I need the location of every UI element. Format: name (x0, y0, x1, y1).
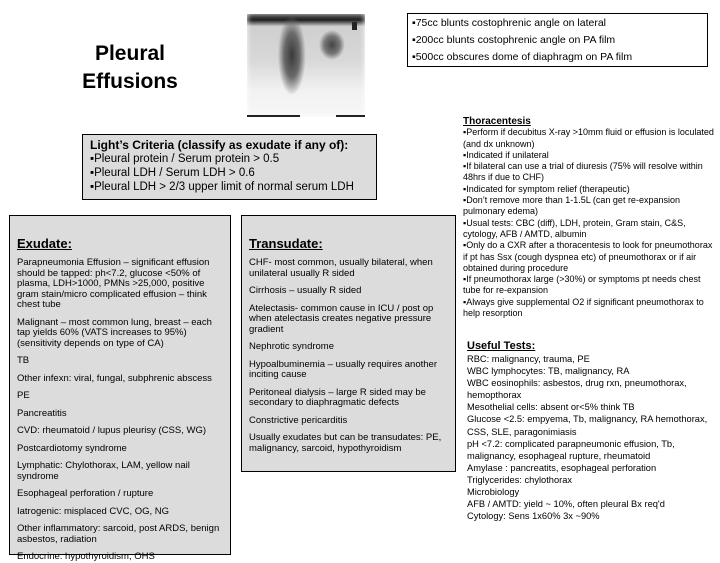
exudate-item: Other infexn: viral, fungal, subphrenic abscess (17, 372, 212, 384)
criteria-item: ▪Pleural LDH > 2/3 upper limit of normal serum LDH (90, 181, 354, 193)
criteria-item: ▪Pleural LDH / Serum LDH > 0.6 (90, 167, 255, 179)
volume-item: ▪200cc blunts costophrenic angle on PA film (412, 34, 616, 46)
title-line-2: Effusions (82, 70, 178, 93)
thoracentesis-item: ▪Only do a CXR after a thoracentesis to look for pneumothorax if pt has Ssx (cough dyspnea etc) of pneumothorax or if air obtained during procedure (463, 240, 713, 273)
thoracentesis-item: ▪Don’t remove more than 1-1.5L (can get re-expansion pulmonary edema) (463, 195, 680, 217)
criteria-item: ▪Pleural protein / Serum protein > 0.5 (90, 153, 280, 165)
chest-xray-image (247, 14, 365, 117)
exudate-item: Parapneumonia Effusion – significant effusion should be tapped: ph<7.2, glucose <50% of plasma, LDH>1000, PMNs >25,000, positive gram stain/micro complicated effusion – think chest tube (17, 257, 210, 310)
transudate-item: Cirrhosis – usually R sided (249, 285, 362, 296)
thoracentesis-item: ▪If pneumothorax large (>30%) or symptoms pt needs chest tube for re-expansion (463, 274, 701, 296)
exudate-heading: Exudate: (17, 236, 72, 251)
exudate-item: PE (17, 390, 30, 401)
exudate-item: Esophageal perforation / rupture (17, 488, 154, 499)
transudate-item: Usually exudates but can be transudates: PE, malignancy, sarcoid, hypothyroidism (249, 432, 442, 454)
thoracentesis-item: ▪Indicated if unilateral (463, 149, 549, 160)
useful-test-item: Microbiology (467, 487, 520, 498)
transudate-item: CHF- most common, usually bilateral, when unilateral usually R sided (249, 257, 433, 279)
xray-edge (247, 115, 300, 117)
exudate-item: Other inflammatory: sarcoid, post ARDS, benign asbestos, radiation (17, 523, 220, 545)
exudate-item: Iatrogenic: misplaced CVC, OG, NG (17, 505, 170, 517)
exudate-item: TB (17, 355, 30, 366)
exudate-item: CVD: rheumatoid / lupus pleurisy (CSS, WG) (17, 425, 207, 436)
xray-marker (352, 22, 357, 30)
exudate-item: Endocrine: hypothyroidism, OHS (17, 551, 155, 562)
page-title (60, 40, 200, 96)
useful-test-item: RBC: malignancy, trauma, PE (467, 354, 590, 364)
thoracentesis-item: ▪Always give supplemental O2 if significant pneumothorax to help resorption (463, 296, 704, 319)
thoracentesis-item: ▪If bilateral can use a trial of diuresis (75% will resolve within 48hrs if due to CHF) (463, 161, 703, 183)
useful-test-item: pH <7.2: complicated parapneumonic effusion, Tb, malignancy, esophageal rupture, rheumatoid (467, 438, 675, 461)
useful-test-item: Triglycerides: chylothorax (467, 474, 573, 485)
thoracentesis-heading: Thoracentesis (463, 116, 531, 127)
thoracentesis-section (463, 116, 717, 319)
useful-tests-section (467, 340, 717, 522)
transudate-item: Peritoneal dialysis – large R sided may be secondary to diaphragmatic defects (249, 386, 426, 408)
thoracentesis-item: ▪Perform if decubitus X-ray >10mm fluid or effusion is loculated (and dx unknown) (463, 127, 714, 149)
exudate-item: Pancreatitis (17, 407, 67, 419)
useful-test-item: WBC eosinophils: asbestos, drug rxn, pneumothorax, hemopthorax (467, 378, 687, 401)
useful-test-item: AFB / AMTD: yield ~ 10%, often pleural Bx req'd (467, 499, 665, 510)
useful-test-item: WBC lymphocytes: TB, malignancy, RA (467, 366, 630, 377)
transudate-box (241, 215, 456, 472)
thoracentesis-item: ▪Usual tests: CBC (diff), LDH, protein, Gram stain, C&S, cytology, AFB / AMTD, albumin (463, 217, 686, 239)
exudate-item: Malignant – most common lung, breast – each tap yields 60% (VATS increases to 95%) (sensitivity depends on type of CA) (17, 316, 212, 349)
volume-item: ▪500cc obscures dome of diaphragm on PA film (412, 51, 633, 63)
exudate-item: Postcardiotomy syndrome (17, 442, 127, 454)
transudate-item: Nephrotic syndrome (249, 341, 335, 352)
exudate-item: Lymphatic: Chylothorax, LAM, yellow nail syndrome (17, 460, 190, 482)
transudate-item: Constrictive pericarditis (249, 414, 348, 426)
useful-test-item: Amylase : pancreatits, esophageal perforation (467, 462, 657, 473)
transudate-heading: Transudate: (249, 236, 323, 251)
volume-thresholds-box (407, 13, 708, 67)
useful-test-item: Cytology: Sens 1x60% 3x ~90% (467, 511, 600, 522)
useful-tests-heading: Useful Tests: (467, 340, 536, 352)
useful-test-item: Glucose <2.5: empyema, Tb, malignancy, RA hemothorax, CSS, SLE, paragonimiasis (467, 414, 708, 437)
volume-item: ▪75cc blunts costophrenic angle on lateral (412, 17, 607, 29)
lights-criteria-box (82, 134, 377, 200)
useful-test-item: Mesothelial cells: absent or<5% think TB (467, 402, 635, 413)
title-line-1: Pleural (94, 42, 166, 65)
transudate-item: Atelectasis- common cause in ICU / post op when atelectasis creates negative pressure gradient (249, 302, 434, 335)
xray-edge (336, 115, 366, 117)
transudate-item: Hypoalbuminemia – usually requires another inciting cause (249, 358, 437, 380)
lights-criteria-heading: Light’s Criteria (classify as exudate if any of): (90, 138, 349, 152)
thoracentesis-item: ▪Indicated for symptom relief (therapeutic) (463, 183, 630, 194)
exudate-box (9, 215, 231, 562)
